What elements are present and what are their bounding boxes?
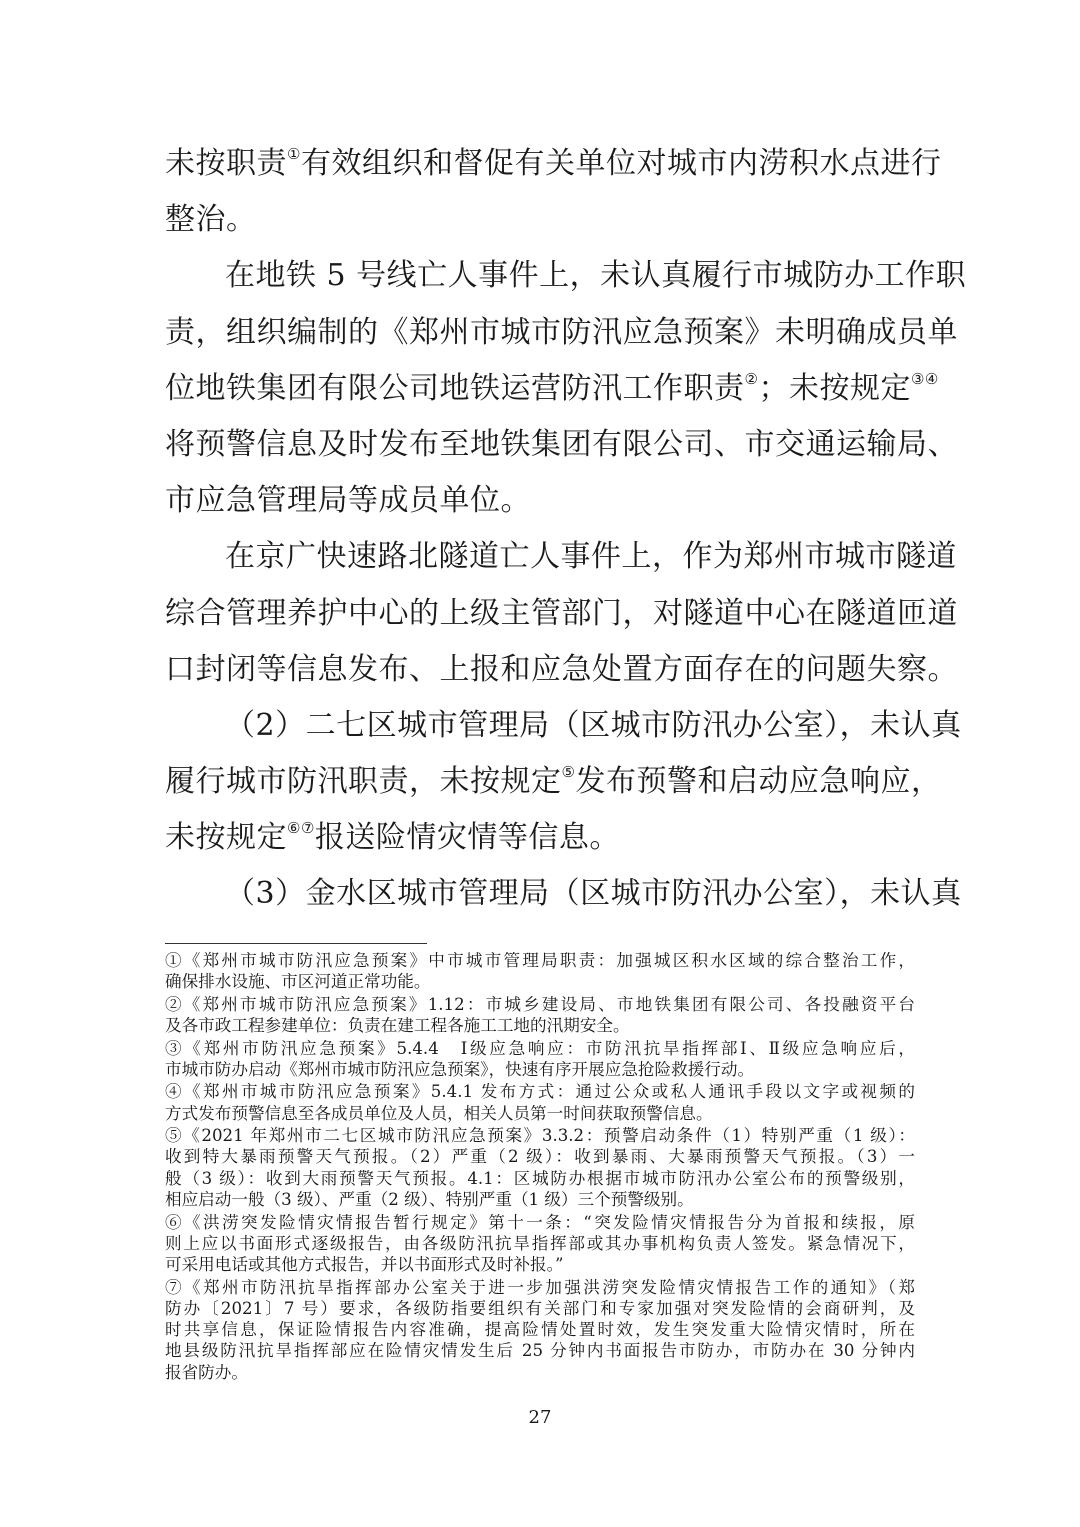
text-line: 履行城市防汛职责，未按规定⑤发布预警和启动应急响应， — [165, 763, 942, 800]
text-line: 市应急管理局等成员单位。 — [165, 483, 531, 519]
footnote-ref: ① — [287, 145, 301, 163]
footnote-divider — [165, 943, 427, 944]
footnote-line: ⑥《洪涝突发险情灾情报告暂行规定》第十一条：“突发险情灾情报告分为首报和续报，原 — [165, 1212, 915, 1232]
footnote — [165, 1081, 915, 1124]
text-line: 在地铁 5 号线亡人事件上，未认真履行市城防办工作职 — [225, 258, 967, 294]
footnote-line: 收到特大暴雨预警天气预报。（2）严重（2 级）：收到暴雨、大暴雨预警天气预报。（3）一 — [165, 1147, 915, 1167]
footnote — [165, 1038, 915, 1081]
footnote-line: 可采用电话或其他方式报告，并以书面形式及时补报。” — [165, 1255, 564, 1275]
footnote-line: 时共享信息，保证险情报告内容准确，提高险情处置时效，发生突发重大险情灾情时，所在 — [165, 1320, 915, 1340]
text-line: （2）二七区城市管理局（区城市防汛办公室），未认真 — [225, 707, 962, 743]
footnotes — [165, 950, 915, 1384]
text-line: 未按职责①有效组织和督促有关单位对城市内涝积水点进行 — [165, 145, 942, 181]
footnote — [165, 1277, 915, 1383]
body-text — [165, 136, 967, 923]
footnote-line: 防办〔2021〕7 号）要求，各级防指要组织有关部门和专家加强对突发险情的会商研判，及 — [165, 1298, 915, 1318]
footnote-ref: ⑥⑦ — [287, 819, 315, 838]
text-line: 位地铁集团有限公司地铁运营防汛工作职责②；未按规定③④ — [165, 369, 939, 406]
footnote — [165, 1125, 915, 1210]
footnote-line: ②《郑州市城市防汛应急预案》1.12：市城乡建设局、市地铁集团有限公司、各投融资平台 — [165, 994, 915, 1014]
text-line: （3）金水区城市管理局（区城市防汛办公室），未认真 — [225, 876, 962, 912]
footnote-line: 报省防办。 — [165, 1362, 248, 1382]
footnote — [165, 950, 915, 993]
footnote-line: 市城市防办启动《郑州市城市防汛应急预案》，快速有序开展应急抢险救援行动。 — [165, 1059, 755, 1079]
footnote-ref: ③④ — [910, 369, 939, 388]
footnote-line: ①《郑州市城市防汛应急预案》中市城市管理局职责：加强城区积水区域的综合整治工作， — [165, 951, 915, 970]
text-line: 将预警信息及时发布至地铁集团有限公司、市交通运输局、 — [165, 426, 958, 462]
text-line: 综合管理养护中心的上级主管部门，对隧道中心在隧道匝道 — [165, 595, 958, 631]
page-number: 27 — [528, 1407, 552, 1428]
footnote-line: 及各市政工程参建单位：负责在建工程各施工工地的汛期安全。 — [165, 1016, 630, 1036]
text-line: 未按规定⑥⑦报送险情灾情等信息。 — [165, 819, 620, 856]
footnote-ref: ⑤ — [561, 763, 576, 782]
footnote-line: ⑤《2021 年郑州市二七区城市防汛应急预案》3.3.2：预警启动条件（1）特别严重（1 级）： — [165, 1126, 915, 1146]
footnote-line: 确保排水设施、市区河道正常功能。 — [165, 972, 431, 992]
footnote-line: 般（3 级）：收到大雨预警天气预报。4.1：区城防办根据市城市防汛办公室公布的预警级别， — [165, 1168, 915, 1188]
footnote-line: ④《郑州市城市防汛应急预案》5.4.1 发布方式：通过公众或私人通讯手段以文字或视频的 — [165, 1082, 915, 1102]
text-line: 整治。 — [165, 202, 257, 238]
footnote-ref: ② — [744, 369, 759, 388]
footnote-line: ⑦《郑州市防汛抗旱指挥部办公室关于进一步加强洪涝突发险情灾情报告工作的通知》（郑 — [165, 1277, 915, 1297]
footnote-line: ③《郑州市防汛应急预案》5.4.4 Ⅰ级应急响应：市防汛抗旱指挥部Ⅰ、Ⅱ级应急响应后， — [165, 1038, 915, 1058]
footnote — [165, 994, 915, 1037]
footnote-line: 相应启动一般（3 级）、严重（2 级）、特别严重（1 级）三个预警级别。 — [165, 1190, 694, 1210]
footnote-line: 地县级防汛抗旱指挥部应在险情灾情发生后 25 分钟内书面报告市防办，市防办在 30 分钟内 — [165, 1341, 915, 1361]
footnote-line: 方式发布预警信息至各成员单位及人员，相关人员第一时间获取预警信息。 — [165, 1103, 713, 1123]
footnote-line: 则上应以书面形式逐级报告，由各级防汛抗旱指挥部或其办事机构负责人签发。紧急情况下， — [165, 1233, 915, 1253]
text-line: 在京广快速路北隧道亡人事件上，作为郑州市城市隧道 — [225, 539, 957, 575]
text-line: 口封闭等信息发布、上报和应急处置方面存在的问题失察。 — [165, 651, 958, 687]
text-line: 责，组织编制的《郑州市城市防汛应急预案》未明确成员单 — [165, 314, 958, 350]
footnote — [165, 1212, 915, 1276]
